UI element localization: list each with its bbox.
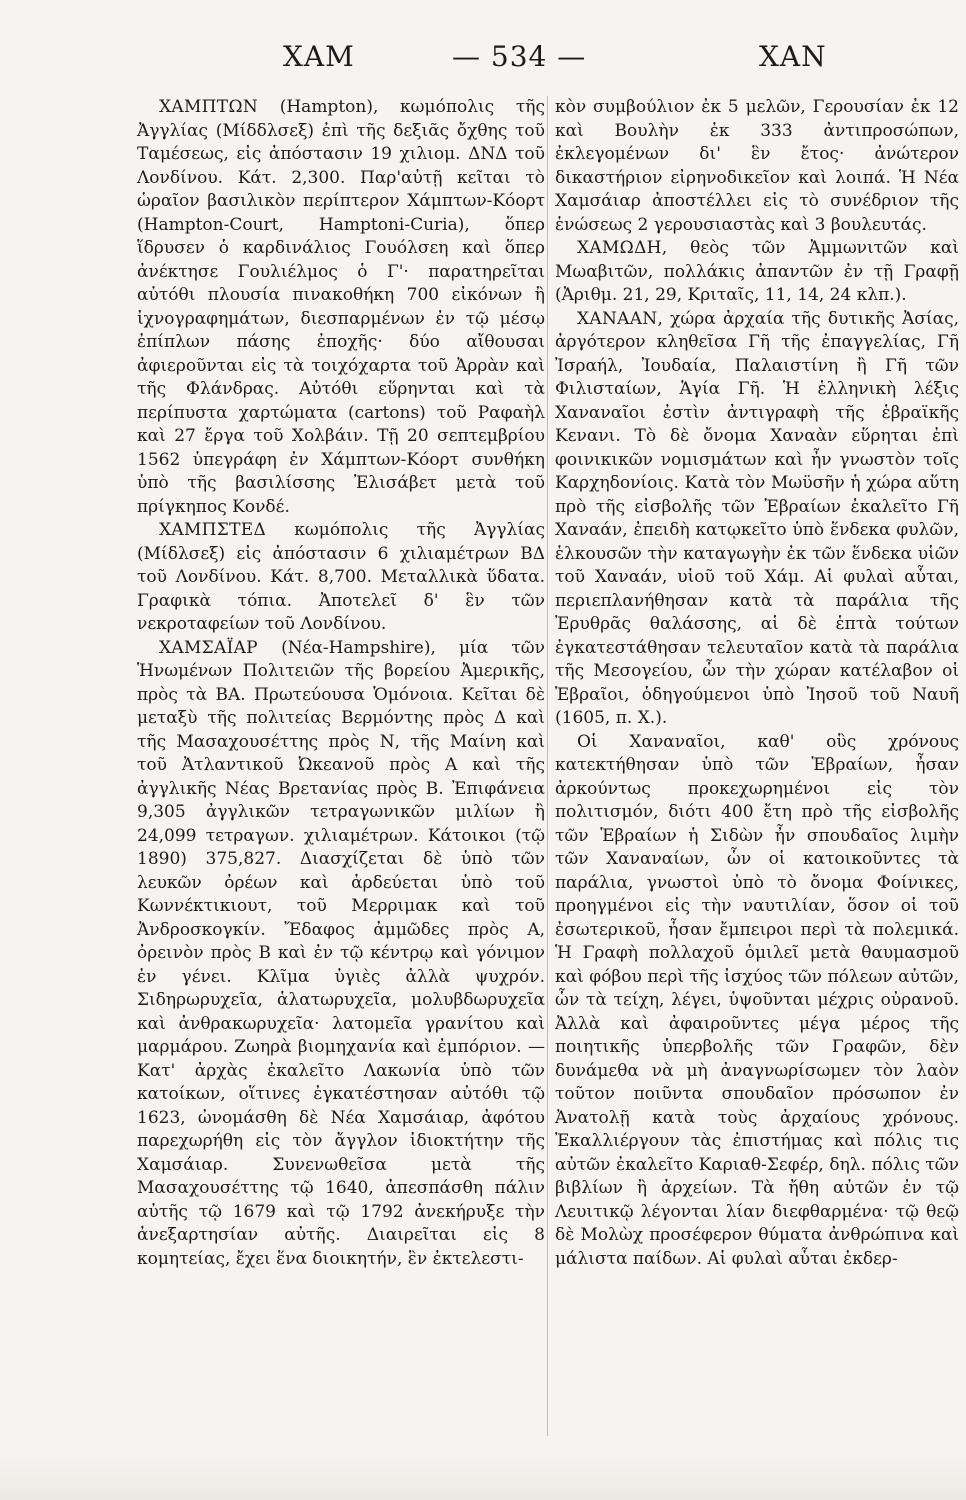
entry-headword: ΧΑΜΠΤΩΝ xyxy=(159,97,259,117)
running-head-right: ΧΑΝ xyxy=(759,40,827,73)
entry-hampstead xyxy=(137,519,545,637)
entry-hampton xyxy=(137,96,545,519)
entry-text: κὸν συμβούλιον ἐκ 5 μελῶν, Γερουσίαν ἐκ 12 καὶ Βουλὴν ἐκ 333 ἀντιπροσώπων, ἐκλεγομένων δι' ἓν ἔτος· ἀνώτερον δικαστήριον εἰρηνοδικεῖον καὶ λοιπά. Ἡ Νέα Χαμσάιαρ ἀποστέλλει εἰς τὸ συνέδριον τῆς ἑνώσεως 2 γερουσιαστὰς καὶ 3 βουλευτάς. xyxy=(555,97,959,235)
page-number: — 534 — xyxy=(452,40,587,73)
entry-text: (Νέα-Hampshire), μία τῶν Ἡνωμένων Πολιτειῶν τῆς βορείου Ἀμερικῆς, πρὸς τὰ ΒΑ. Πρωτεύουσα Ὁμόνοια. Κεῖται δὲ μεταξὺ τῆς πολιτείας Βερμόντης πρὸς Δ καὶ τῆς Μασαχουσέττης πρὸς Ν, τῆς Μαίνη καὶ τοῦ Ἀτλαντικοῦ Ὠκεανοῦ πρὸς Α καὶ τῆς ἀγγλικῆς Νέας Βρετανίας πρὸς Β. Ἐπιφάνεια 9,305 ἀγγλικῶν τετραγωνικῶν μιλίων ἢ 24,099 τετραγων. χιλιαμέτρων. Κάτοικοι (τῷ 1890) 375,827. Διασχίζεται δὲ ὑπὸ τῶν λευκῶν ὀρέων καὶ ἀρδεύεται ὑπὸ τοῦ Κωννέκτικιουτ, τοῦ Μερριμακ καὶ τοῦ Ἀνδροσκογκίν. Ἔδαφος ἀμμῶδες πρὸς Α, ὀρεινὸν πρὸς Β καὶ ἐν τῷ κέντρῳ καὶ γόνιμον ἐν γένει. Κλῖμα ὑγιὲς ἀλλὰ ψυχρόν. Σιδηρωρυχεῖα, ἁλατωρυχεῖα, μολυβδωρυχεῖα καὶ ἀνθρακωρυχεῖα· λατομεῖα γρανίτου καὶ μαρμάρου. Ζωηρὰ βιομηχανία καὶ ἐμπόριον. — Κατ' ἀρχὰς ἐκαλεῖτο Λακωνία ὑπὸ τῶν κατοίκων, οἵτινες ἐγκατέστησαν αὐτόθι τῷ 1623, ὠνομάσθη δὲ Νέα Χαμσάιαρ, ἀφότου παρεχωρήθη εἰς τὸν ἄγγλον ἰδιοκτήτην τῆς Χαμσάιαρ. Συνενωθεῖσα μετὰ τῆς Μασαχουσέττης τῷ 1640, ἀπεσπάσθη πάλιν αὐτῆς τῷ 1679 καὶ τῷ 1792 ἀνεκήρυξε τὴν ἀνεξαρτησίαν αὐτῆς. Διαιρεῖται εἰς 8 κομητείας, ἔχει ἕνα διοικητήν, ἓν ἐκτελεστι- xyxy=(137,637,545,1269)
entry-text: , χώρα ἀρχαία τῆς δυτικῆς Ἀσίας, ἀργότερον κληθεῖσα Γῆ τῆς ἐπαγγελίας, Γῆ Ἰσραήλ, Ἰουδαία, Παλαιστίνη ἢ Γῆ τῶν Φιλισταίων, Ἁγία Γῆ. Ἡ ἑλληνικὴ λέξις Χαναναῖοι ἐστὶν ἀντιγραφὴ τῆς ἑβραϊκῆς Κενανι. Τὸ δὲ ὄνομα Χαναὰν εὕρηται ἐπὶ φοινικικῶν νομισμάτων καὶ ἦν γνωστὸν τοῖς Καρχηδονίοις. Κατὰ τὸν Μωϋσῆν ἡ χώρα αὕτη πρὸ τῆς εἰσβολῆς τῶν Ἑβραίων ἐκαλεῖτο Γῆ Χαναάν, ἐπειδὴ κατῳκεῖτο ὑπὸ ἕνδεκα φυλῶν, ἑλκουσῶν τὴν καταγωγὴν ἐκ τῶν ἕνδεκα υἱῶν τοῦ Χαναάν, υἱοῦ τοῦ Χάμ. Αἱ φυλαὶ αὗται, περιεπλανήθησαν κατὰ τὰ παράλια τῆς Ἐρυθρᾶς θαλάσσης, αἱ δὲ ἑπτὰ τούτων ἐγκατεστάθησαν τελευταῖον κατὰ τὰ παράλια τῆς Μεσογείου, ὧν τὴν χώραν κατέλαβον οἱ Ἑβραῖοι, ὁδηγούμενοι ὑπὸ Ἰησοῦ τοῦ Ναυῆ (1605, π. Χ.). xyxy=(555,308,959,728)
left-column xyxy=(137,96,545,1271)
entry-new-hampshire xyxy=(137,637,545,1272)
entry-text: Οἱ Χαναναῖοι, καθ' οὓς χρόνους κατεκτήθησαν ὑπὸ τῶν Ἑβραίων, ἦσαν ἀρκούντως προκεχωρημένοι εἰς τὸν πολιτισμόν, διότι 400 ἔτη πρὸ τῆς εἰσβολῆς τῶν Ἑβραίων ἡ Σιδὼν ἦν σπουδαῖος λιμὴν τῶν Χαναναίων, ὧν οἱ κατοικοῦντες τὰ παράλια, γνωστοὶ ὑπὸ τὸ ὄνομα Φοίνικες, προηγμένοι εἰς τὴν ναυτιλίαν, ὅσον οἱ τοῦ ἐσωτερικοῦ, ἦσαν ἔμπειροι περὶ τὰ πολεμικά. Ἡ Γραφὴ πολλαχοῦ ὁμιλεῖ μετὰ θαυμασμοῦ καὶ φόβου περὶ τῆς ἰσχύος τῶν πόλεων αὐτῶν, ὧν τὰ τείχη, λέγει, ὑψοῦνται μέχρις οὐρανοῦ. Ἀλλὰ καὶ ἀφαιροῦντες μέγα μέρος τῆς ποιητικῆς ὑπερβολῆς τῶν Γραφῶν, δὲν δυνάμεθα νὰ μὴ ἀναγνωρίσωμεν τὸν λαὸν τοῦτον ποιῦντα σπουδαῖον πρόσωπον ἐν Ἀνατολῇ κατὰ τοὺς ἀρχαίους χρόνους. Ἐκαλλιέργουν τὰς ἐπιστήμας καὶ πόλις τις αὐτῶν ἐκαλεῖτο Καριαθ-Σεφέρ, δηλ. πόλις τῶν βιβλίων ἢ ἀρχείων. Τὰ ἤθη αὐτῶν ἐν τῷ Λευιτικῷ λέγονται λίαν διεφθαρμένα· τῷ θεῷ δὲ Μολὼχ προσέφερον θύματα ἀνθρώπινα καὶ μάλιστα παίδων. Αἱ φυλαὶ αὗται ἐκδερ- xyxy=(555,731,959,1269)
entry-canaanites-paragraph xyxy=(555,731,959,1272)
entry-headword: ΧΑΝΑΑΝ xyxy=(577,308,658,329)
entry-text: , θεὸς τῶν Ἀμμωνιτῶν καὶ Μωαβιτῶν, πολλάκις ἀπαντῶν ἐν τῇ Γραφῇ (Ἀριθμ. 21, 29, Κριταῖς, 11, 14, 24 κλπ.). xyxy=(555,238,959,305)
running-head-left: ΧΑΜ xyxy=(283,40,355,73)
entry-headword: ΧΑΜΣΑΪΑΡ xyxy=(159,637,258,658)
column-divider xyxy=(547,96,548,1436)
entry-chamos xyxy=(555,237,959,308)
entry-text: κωμόπολις τῆς Ἀγγλίας (Μίδλσεξ) εἰς ἀπόστασιν 6 χιλιαμέτρων ΒΔ τοῦ Λονδίνου. Κάτ. 8,700. Μεταλλικὰ ὕδατα. Γραφικὰ τόπια. Ἀποτελεῖ δ' ἓν τῶν νεκροταφείων τοῦ Λονδίνου. xyxy=(137,520,545,634)
entry-text: (Hampton), κωμόπολις τῆς Ἀγγλίας (Μίδδλσεξ) ἐπὶ τῆς δεξιᾶς ὄχθης τοῦ Ταμέσεως, εἰς ἀπόστασιν 19 χιλιομ. ΔΝΔ τοῦ Λονδίνου. Κάτ. 2,300. Παρ'αὐτῇ κεῖται τὸ ὡραῖον βασιλικὸν περίπτερον Χάμπτων-Κόορτ (Hampton-Court, Hamptoni-Curia), ὅπερ ἵδρυσεν ὁ καρδινάλιος Γουόλσεη καὶ ὅπερ ἀνέκτησε Γουλιέλμος ὁ Γ'· παρατηρεῖται αὐτόθι πλουσία πινακοθήκη 700 εἰκόνων ἢ ἰχνογραφημάτων, διεσπαρμένων ἐν τῷ μέσῳ ἐπίπλων πάσης ἐποχῆς· δύο αἴθουσαι ἀφιεροῦνται εἰς τὰ τοιχόχαρτα τοῦ Ἀρρὰν καὶ τῆς Φλάνδρας. Αὐτόθι εὕρηνται καὶ τὰ περίπυστα χαρτώματα (cartons) τοῦ Ραφαὴλ καὶ 27 ἔργα τοῦ Χολβάιν. Τῇ 20 σεπτεμβρίου 1562 ὑπεγράφη ἐν Χάμπτων-Κόορτ συνθήκη ὑπὸ τῆς βασιλίσσης Ἐλισάβετ μετὰ τοῦ πρίγκηπος Κονδέ. xyxy=(137,97,545,517)
page-bottom-shade xyxy=(0,1458,966,1500)
entry-headword: ΧΑΜΩΔΗ xyxy=(577,238,662,258)
entry-continuation xyxy=(555,96,959,237)
right-column xyxy=(555,96,959,1271)
entry-canaan xyxy=(555,308,959,731)
entry-headword: ΧΑΜΠΣΤΕΔ xyxy=(159,520,267,540)
